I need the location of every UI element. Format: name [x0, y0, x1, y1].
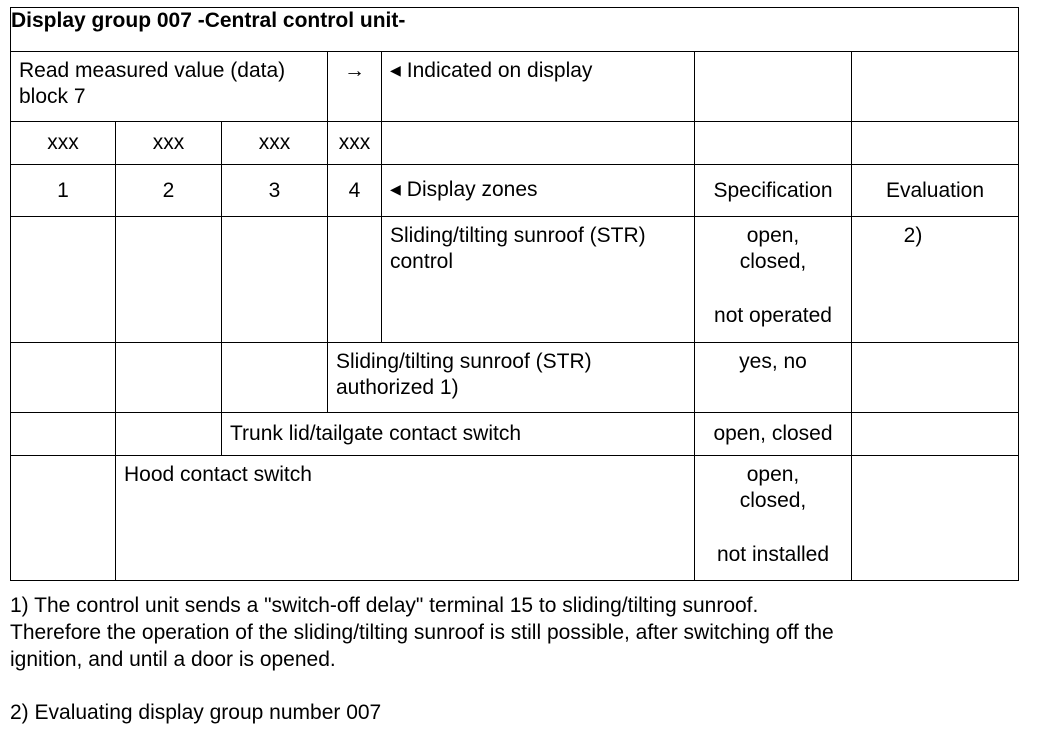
footnote-1: 1) The control unit sends a "switch-off delay" terminal 15 to sliding/tilting sunroof. Therefore the operation of the sliding/tilting sunroof is still possible, after switching off the ignition, and until a door is opened.	[10, 594, 834, 671]
empty-cell	[695, 52, 852, 122]
empty-cell	[116, 413, 222, 456]
placeholder-value: xxx	[116, 122, 222, 165]
spec-trunk-lid: open, closed	[695, 413, 852, 456]
footnote-2: 2) Evaluating display group number 007	[10, 701, 382, 724]
row-label-hood-contact: Hood contact switch	[116, 456, 695, 581]
placeholder-value: xxx	[328, 122, 382, 165]
empty-cell	[222, 343, 328, 413]
row-label-str-authorized: Sliding/tilting sunroof (STR) authorized 1)	[328, 343, 695, 413]
zone-number: 3	[222, 165, 328, 217]
empty-cell	[852, 343, 1019, 413]
evaluation-str-control: 2)	[852, 217, 1019, 343]
empty-cell	[852, 122, 1019, 165]
empty-cell	[11, 343, 116, 413]
empty-cell	[222, 217, 328, 343]
empty-cell	[116, 217, 222, 343]
evaluation-header: Evaluation	[852, 165, 1019, 217]
spec-str-control: open, closed, not operated	[695, 217, 852, 343]
empty-cell	[11, 217, 116, 343]
empty-cell	[382, 122, 695, 165]
left-triangle-icon: ◀	[390, 181, 401, 197]
specification-header: Specification	[695, 165, 852, 217]
table-title: Display group 007 -Central control unit-	[11, 8, 1019, 52]
spec-str-authorized: yes, no	[695, 343, 852, 413]
placeholder-value: xxx	[11, 122, 116, 165]
arrow-icon: →	[328, 52, 382, 122]
placeholder-value: xxx	[222, 122, 328, 165]
zone-number: 1	[11, 165, 116, 217]
empty-cell	[116, 343, 222, 413]
empty-cell	[852, 52, 1019, 122]
zone-number: 4	[328, 165, 382, 217]
zone-number: 2	[116, 165, 222, 217]
empty-cell	[11, 456, 116, 581]
empty-cell	[852, 413, 1019, 456]
display-group-table	[10, 7, 1019, 581]
empty-cell	[695, 122, 852, 165]
left-triangle-icon: ◀	[390, 62, 401, 78]
row-label-str-control: Sliding/tilting sunroof (STR) control	[382, 217, 695, 343]
indicated-on-display: ◀ Indicated on display	[382, 52, 695, 122]
read-block-label: Read measured value (data) block 7	[11, 52, 328, 122]
display-zones-label: ◀ Display zones	[382, 165, 695, 217]
empty-cell	[852, 456, 1019, 581]
empty-cell	[328, 217, 382, 343]
empty-cell	[11, 413, 116, 456]
spec-hood-contact: open, closed, not installed	[695, 456, 852, 581]
row-label-trunk-lid: Trunk lid/tailgate contact switch	[222, 413, 695, 456]
